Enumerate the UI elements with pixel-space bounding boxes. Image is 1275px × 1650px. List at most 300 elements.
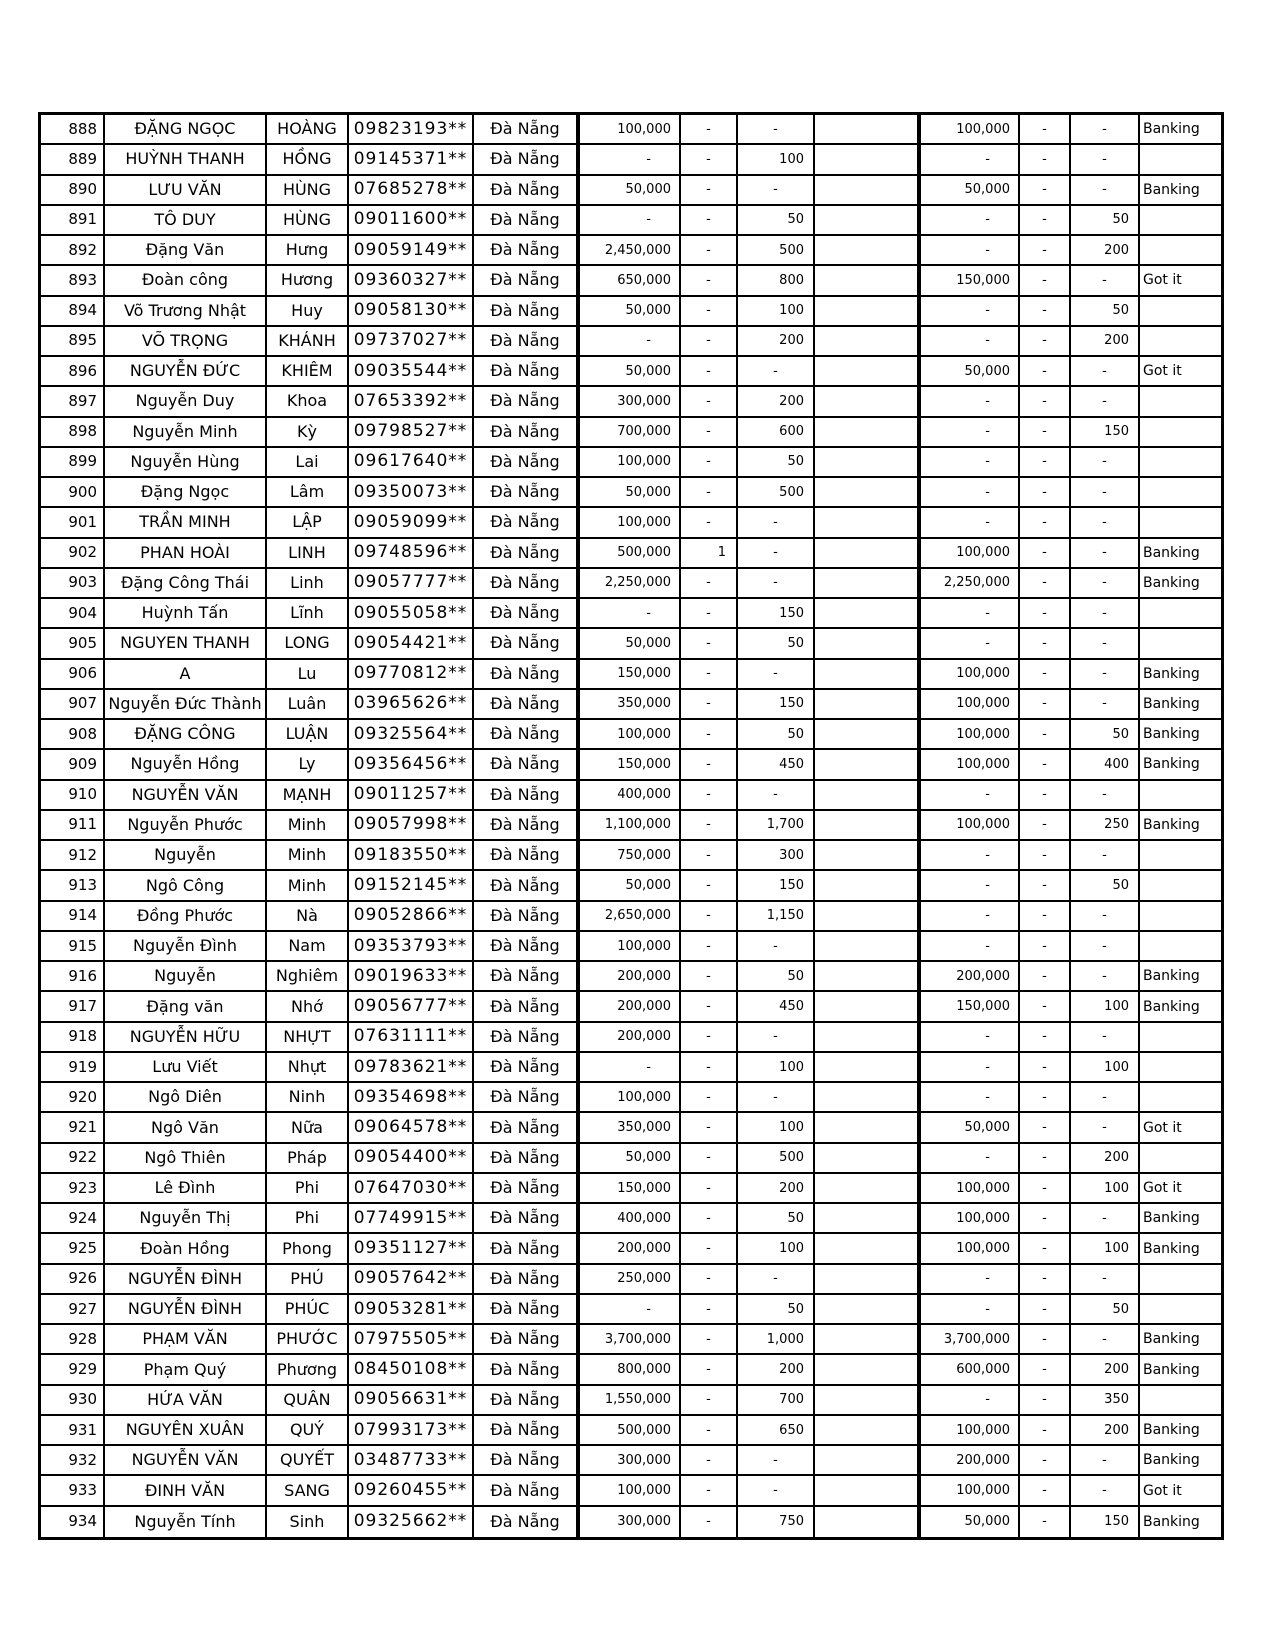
cell-city: Đà Nẵng <box>474 1204 578 1234</box>
cell-flag-2: - <box>1020 690 1071 720</box>
cell-first-name: NGUYỄN ĐÌNH <box>105 1265 267 1295</box>
cell-phone: 09748596** <box>349 539 474 569</box>
cell-amount-1: 1,100,000 <box>578 811 681 841</box>
cell-first-name: TRẦN MINH <box>105 508 267 538</box>
cell-first-name: Ngô Văn <box>105 1113 267 1143</box>
cell-points-1: 200 <box>738 1355 815 1385</box>
cell-amount-1: 2,450,000 <box>578 236 681 266</box>
cell-first-name: Phạm Quý <box>105 1355 267 1385</box>
cell-last-name: Phi <box>267 1174 349 1204</box>
cell-row-number: 922 <box>41 1144 105 1174</box>
cell-points-1: 50 <box>738 1204 815 1234</box>
cell-amount-1: - <box>578 206 681 236</box>
cell-amount-1: 400,000 <box>578 781 681 811</box>
cell-points-2: - <box>1071 145 1140 175</box>
cell-amount-2: 200,000 <box>919 962 1020 992</box>
cell-amount-1: - <box>578 599 681 629</box>
cell-amount-1: 2,650,000 <box>578 902 681 932</box>
cell-phone: 07631111** <box>349 1023 474 1053</box>
cell-points-2: - <box>1071 569 1140 599</box>
cell-first-name: PHAN HOÀI <box>105 539 267 569</box>
cell-amount-2: - <box>919 841 1020 871</box>
cell-row-number: 910 <box>41 781 105 811</box>
cell-flag-1: - <box>681 992 738 1022</box>
cell-city: Đà Nẵng <box>474 206 578 236</box>
cell-spacer <box>815 992 919 1022</box>
cell-spacer <box>815 1295 919 1325</box>
cell-points-1: - <box>738 539 815 569</box>
cell-first-name: NGUYỄN HỮU <box>105 1023 267 1053</box>
cell-flag-1: - <box>681 1355 738 1385</box>
cell-points-2: - <box>1071 1113 1140 1143</box>
cell-flag-2: - <box>1020 811 1071 841</box>
cell-phone: 09183550** <box>349 841 474 871</box>
cell-points-2: - <box>1071 1204 1140 1234</box>
cell-amount-1: - <box>578 327 681 357</box>
cell-amount-1: 50,000 <box>578 478 681 508</box>
cell-phone: 09052866** <box>349 902 474 932</box>
cell-amount-2: - <box>919 599 1020 629</box>
cell-points-1: - <box>738 1476 815 1506</box>
cell-row-number: 901 <box>41 508 105 538</box>
cell-first-name: Đồng Phước <box>105 902 267 932</box>
cell-city: Đà Nẵng <box>474 1507 578 1537</box>
cell-amount-2: 100,000 <box>919 115 1020 145</box>
cell-flag-2: - <box>1020 236 1071 266</box>
cell-amount-2: 100,000 <box>919 750 1020 780</box>
cell-spacer <box>815 1083 919 1113</box>
cell-last-name: LUẬN <box>267 720 349 750</box>
cell-phone: 07975505** <box>349 1325 474 1355</box>
cell-status: Banking <box>1140 690 1221 720</box>
cell-phone: 09019633** <box>349 962 474 992</box>
cell-points-2: - <box>1071 1265 1140 1295</box>
cell-first-name: Đoàn Hồng <box>105 1234 267 1264</box>
cell-row-number: 916 <box>41 962 105 992</box>
cell-flag-1: - <box>681 266 738 296</box>
cell-amount-2: 200,000 <box>919 1446 1020 1476</box>
cell-row-number: 912 <box>41 841 105 871</box>
cell-flag-2: - <box>1020 932 1071 962</box>
cell-amount-2: - <box>919 145 1020 175</box>
cell-city: Đà Nẵng <box>474 266 578 296</box>
cell-first-name: NGUYÊN XUÂN <box>105 1416 267 1446</box>
cell-amount-2: 100,000 <box>919 1476 1020 1506</box>
cell-first-name: Nguyễn <box>105 841 267 871</box>
cell-points-1: 450 <box>738 992 815 1022</box>
cell-status: Got it <box>1140 1174 1221 1204</box>
cell-row-number: 898 <box>41 418 105 448</box>
cell-amount-2: 100,000 <box>919 1234 1020 1264</box>
cell-status <box>1140 327 1221 357</box>
cell-city: Đà Nẵng <box>474 781 578 811</box>
cell-flag-1: - <box>681 1023 738 1053</box>
cell-points-1: 150 <box>738 871 815 901</box>
cell-amount-1: 150,000 <box>578 660 681 690</box>
cell-last-name: MẠNH <box>267 781 349 811</box>
cell-flag-1: - <box>681 508 738 538</box>
cell-points-2: 50 <box>1071 720 1140 750</box>
cell-spacer <box>815 387 919 417</box>
cell-points-1: - <box>738 357 815 387</box>
cell-spacer <box>815 1265 919 1295</box>
cell-amount-2: - <box>919 1144 1020 1174</box>
cell-amount-1: 750,000 <box>578 841 681 871</box>
cell-spacer <box>815 1053 919 1083</box>
cell-points-2: - <box>1071 508 1140 538</box>
cell-spacer <box>815 1476 919 1506</box>
cell-points-1: 500 <box>738 1144 815 1174</box>
cell-first-name: Đặng văn <box>105 992 267 1022</box>
cell-points-2: - <box>1071 932 1140 962</box>
cell-phone: 07653392** <box>349 387 474 417</box>
cell-flag-2: - <box>1020 750 1071 780</box>
cell-city: Đà Nẵng <box>474 1083 578 1113</box>
cell-points-1: 1,000 <box>738 1325 815 1355</box>
cell-spacer <box>815 690 919 720</box>
cell-status <box>1140 1023 1221 1053</box>
cell-row-number: 902 <box>41 539 105 569</box>
cell-amount-1: 3,700,000 <box>578 1325 681 1355</box>
cell-amount-1: 100,000 <box>578 508 681 538</box>
cell-first-name: Nguyễn Hồng <box>105 750 267 780</box>
cell-flag-2: - <box>1020 1053 1071 1083</box>
cell-spacer <box>815 1355 919 1385</box>
cell-last-name: Phương <box>267 1355 349 1385</box>
cell-row-number: 911 <box>41 811 105 841</box>
cell-spacer <box>815 448 919 478</box>
cell-flag-2: - <box>1020 1416 1071 1446</box>
cell-amount-2: 100,000 <box>919 660 1020 690</box>
cell-last-name: Nà <box>267 902 349 932</box>
cell-flag-2: - <box>1020 1234 1071 1264</box>
cell-status: Banking <box>1140 1325 1221 1355</box>
cell-phone: 09325662** <box>349 1507 474 1537</box>
cell-flag-1: - <box>681 1507 738 1537</box>
cell-spacer <box>815 811 919 841</box>
cell-flag-1: - <box>681 1113 738 1143</box>
cell-points-2: - <box>1071 690 1140 720</box>
roster-table <box>38 112 1224 1540</box>
cell-first-name: Nguyễn Minh <box>105 418 267 448</box>
cell-points-2: 50 <box>1071 297 1140 327</box>
cell-points-2: - <box>1071 629 1140 659</box>
cell-flag-2: - <box>1020 327 1071 357</box>
cell-points-2: 200 <box>1071 236 1140 266</box>
cell-spacer <box>815 539 919 569</box>
cell-amount-1: 300,000 <box>578 1446 681 1476</box>
cell-phone: 03487733** <box>349 1446 474 1476</box>
cell-amount-1: 800,000 <box>578 1355 681 1385</box>
cell-status: Banking <box>1140 569 1221 599</box>
cell-points-2: - <box>1071 902 1140 932</box>
cell-flag-1: - <box>681 660 738 690</box>
cell-flag-2: - <box>1020 1174 1071 1204</box>
cell-points-1: 650 <box>738 1416 815 1446</box>
cell-phone: 09053281** <box>349 1295 474 1325</box>
cell-last-name: QUÂN <box>267 1386 349 1416</box>
cell-row-number: 920 <box>41 1083 105 1113</box>
cell-flag-1: - <box>681 478 738 508</box>
cell-amount-1: 500,000 <box>578 1416 681 1446</box>
cell-status: Banking <box>1140 811 1221 841</box>
cell-row-number: 930 <box>41 1386 105 1416</box>
cell-points-1: 100 <box>738 1053 815 1083</box>
cell-row-number: 900 <box>41 478 105 508</box>
cell-last-name: Phi <box>267 1204 349 1234</box>
cell-flag-1: - <box>681 841 738 871</box>
cell-points-1: 200 <box>738 387 815 417</box>
cell-points-2: 100 <box>1071 1174 1140 1204</box>
cell-status: Banking <box>1140 1234 1221 1264</box>
cell-flag-2: - <box>1020 539 1071 569</box>
cell-status <box>1140 206 1221 236</box>
cell-city: Đà Nẵng <box>474 1386 578 1416</box>
cell-city: Đà Nẵng <box>474 599 578 629</box>
cell-status <box>1140 1386 1221 1416</box>
cell-city: Đà Nẵng <box>474 1023 578 1053</box>
cell-flag-1: - <box>681 145 738 175</box>
cell-amount-2: 100,000 <box>919 1174 1020 1204</box>
cell-first-name: VÕ TRỌNG <box>105 327 267 357</box>
cell-amount-2: - <box>919 1053 1020 1083</box>
cell-flag-1: - <box>681 720 738 750</box>
cell-phone: 09057777** <box>349 569 474 599</box>
cell-flag-2: - <box>1020 1325 1071 1355</box>
cell-last-name: Lu <box>267 660 349 690</box>
cell-last-name: Minh <box>267 841 349 871</box>
cell-spacer <box>815 236 919 266</box>
cell-city: Đà Nẵng <box>474 297 578 327</box>
cell-points-2: 200 <box>1071 1416 1140 1446</box>
cell-last-name: QUYẾT <box>267 1446 349 1476</box>
cell-spacer <box>815 1204 919 1234</box>
cell-amount-2: 50,000 <box>919 176 1020 206</box>
cell-amount-2: - <box>919 418 1020 448</box>
cell-phone: 03965626** <box>349 690 474 720</box>
cell-amount-2: - <box>919 478 1020 508</box>
cell-first-name: Võ Trương Nhật <box>105 297 267 327</box>
cell-spacer <box>815 478 919 508</box>
cell-row-number: 917 <box>41 992 105 1022</box>
cell-last-name: PHÚC <box>267 1295 349 1325</box>
cell-city: Đà Nẵng <box>474 145 578 175</box>
cell-first-name: HUỲNH THANH <box>105 145 267 175</box>
cell-amount-2: - <box>919 871 1020 901</box>
cell-row-number: 913 <box>41 871 105 901</box>
cell-amount-1: 500,000 <box>578 539 681 569</box>
cell-row-number: 899 <box>41 448 105 478</box>
cell-flag-1: - <box>681 1416 738 1446</box>
cell-flag-1: - <box>681 690 738 720</box>
cell-flag-1: - <box>681 811 738 841</box>
cell-phone: 09011257** <box>349 781 474 811</box>
cell-flag-2: - <box>1020 357 1071 387</box>
cell-amount-1: 400,000 <box>578 1204 681 1234</box>
cell-flag-2: - <box>1020 962 1071 992</box>
cell-points-1: 700 <box>738 1386 815 1416</box>
cell-status: Banking <box>1140 539 1221 569</box>
cell-flag-1: - <box>681 629 738 659</box>
cell-phone: 09011600** <box>349 206 474 236</box>
cell-first-name: Đặng Công Thái <box>105 569 267 599</box>
cell-status <box>1140 478 1221 508</box>
cell-flag-2: - <box>1020 1386 1071 1416</box>
cell-status: Got it <box>1140 1476 1221 1506</box>
cell-amount-2: - <box>919 387 1020 417</box>
cell-last-name: LONG <box>267 629 349 659</box>
cell-flag-2: - <box>1020 569 1071 599</box>
cell-flag-2: - <box>1020 629 1071 659</box>
cell-flag-1: - <box>681 115 738 145</box>
cell-phone: 07685278** <box>349 176 474 206</box>
cell-row-number: 895 <box>41 327 105 357</box>
cell-amount-2: 150,000 <box>919 992 1020 1022</box>
cell-first-name: Đặng Ngọc <box>105 478 267 508</box>
cell-last-name: LINH <box>267 539 349 569</box>
cell-flag-2: - <box>1020 145 1071 175</box>
cell-first-name: Nguyễn Hùng <box>105 448 267 478</box>
cell-row-number: 905 <box>41 629 105 659</box>
cell-status <box>1140 1083 1221 1113</box>
cell-amount-1: 100,000 <box>578 932 681 962</box>
cell-spacer <box>815 841 919 871</box>
cell-phone: 07647030** <box>349 1174 474 1204</box>
cell-spacer <box>815 115 919 145</box>
cell-first-name: A <box>105 660 267 690</box>
cell-points-1: 150 <box>738 690 815 720</box>
cell-points-2: 350 <box>1071 1386 1140 1416</box>
cell-first-name: ĐẶNG NGỌC <box>105 115 267 145</box>
cell-flag-2: - <box>1020 1476 1071 1506</box>
cell-spacer <box>815 629 919 659</box>
cell-flag-1: - <box>681 962 738 992</box>
cell-amount-2: - <box>919 1265 1020 1295</box>
cell-points-1: - <box>738 1265 815 1295</box>
cell-first-name: Lưu Viết <box>105 1053 267 1083</box>
cell-phone: 09617640** <box>349 448 474 478</box>
cell-row-number: 926 <box>41 1265 105 1295</box>
cell-amount-1: 50,000 <box>578 297 681 327</box>
cell-first-name: NGUYỄN ĐÌNH <box>105 1295 267 1325</box>
cell-status <box>1140 448 1221 478</box>
cell-flag-1: - <box>681 1295 738 1325</box>
cell-status: Banking <box>1140 1446 1221 1476</box>
cell-last-name: QUÝ <box>267 1416 349 1446</box>
cell-points-1: 100 <box>738 297 815 327</box>
cell-points-1: - <box>738 176 815 206</box>
cell-points-1: 300 <box>738 841 815 871</box>
cell-amount-1: 300,000 <box>578 387 681 417</box>
cell-flag-2: - <box>1020 841 1071 871</box>
cell-points-2: 50 <box>1071 206 1140 236</box>
cell-spacer <box>815 145 919 175</box>
cell-first-name: Nguyễn Đình <box>105 932 267 962</box>
cell-amount-1: 300,000 <box>578 1507 681 1537</box>
cell-row-number: 929 <box>41 1355 105 1385</box>
cell-status <box>1140 871 1221 901</box>
cell-first-name: Nguyễn Đức Thành <box>105 690 267 720</box>
cell-last-name: Sinh <box>267 1507 349 1537</box>
cell-city: Đà Nẵng <box>474 1295 578 1325</box>
cell-amount-2: 100,000 <box>919 539 1020 569</box>
cell-flag-2: - <box>1020 1204 1071 1234</box>
cell-spacer <box>815 932 919 962</box>
cell-city: Đà Nẵng <box>474 1174 578 1204</box>
cell-points-2: - <box>1071 599 1140 629</box>
cell-amount-2: - <box>919 236 1020 266</box>
cell-first-name: Nguyễn Duy <box>105 387 267 417</box>
cell-flag-1: - <box>681 1144 738 1174</box>
cell-points-1: - <box>738 932 815 962</box>
cell-flag-1: - <box>681 1234 738 1264</box>
cell-row-number: 931 <box>41 1416 105 1446</box>
cell-flag-2: - <box>1020 297 1071 327</box>
cell-amount-1: 50,000 <box>578 357 681 387</box>
cell-spacer <box>815 327 919 357</box>
cell-points-2: - <box>1071 387 1140 417</box>
cell-amount-1: 350,000 <box>578 690 681 720</box>
cell-amount-2: 100,000 <box>919 811 1020 841</box>
cell-spacer <box>815 781 919 811</box>
cell-spacer <box>815 508 919 538</box>
cell-amount-1: 100,000 <box>578 115 681 145</box>
cell-first-name: ĐẶNG CÔNG <box>105 720 267 750</box>
cell-points-2: - <box>1071 1023 1140 1053</box>
cell-first-name: TÔ DUY <box>105 206 267 236</box>
cell-row-number: 907 <box>41 690 105 720</box>
cell-row-number: 927 <box>41 1295 105 1325</box>
cell-phone: 09770812** <box>349 660 474 690</box>
cell-amount-1: 1,550,000 <box>578 1386 681 1416</box>
cell-city: Đà Nẵng <box>474 569 578 599</box>
cell-phone: 09360327** <box>349 266 474 296</box>
cell-amount-1: 150,000 <box>578 750 681 780</box>
cell-points-1: 50 <box>738 962 815 992</box>
cell-status <box>1140 781 1221 811</box>
cell-city: Đà Nẵng <box>474 750 578 780</box>
cell-points-2: 200 <box>1071 327 1140 357</box>
cell-status: Got it <box>1140 357 1221 387</box>
cell-first-name: Đoàn công <box>105 266 267 296</box>
cell-amount-1: 50,000 <box>578 176 681 206</box>
cell-last-name: Nữa <box>267 1113 349 1143</box>
cell-amount-1: 50,000 <box>578 629 681 659</box>
cell-status <box>1140 629 1221 659</box>
cell-points-2: 250 <box>1071 811 1140 841</box>
cell-last-name: NHỰT <box>267 1023 349 1053</box>
cell-flag-1: - <box>681 418 738 448</box>
cell-city: Đà Nẵng <box>474 841 578 871</box>
cell-first-name: PHẠM VĂN <box>105 1325 267 1355</box>
cell-city: Đà Nẵng <box>474 115 578 145</box>
cell-points-2: - <box>1071 115 1140 145</box>
cell-row-number: 933 <box>41 1476 105 1506</box>
cell-first-name: NGUYỄN VĂN <box>105 1446 267 1476</box>
cell-city: Đà Nẵng <box>474 539 578 569</box>
cell-phone: 09737027** <box>349 327 474 357</box>
cell-spacer <box>815 176 919 206</box>
cell-last-name: Hương <box>267 266 349 296</box>
cell-last-name: HOÀNG <box>267 115 349 145</box>
cell-status: Banking <box>1140 992 1221 1022</box>
cell-amount-2: 50,000 <box>919 1113 1020 1143</box>
cell-points-1: 200 <box>738 1174 815 1204</box>
cell-flag-1: - <box>681 1204 738 1234</box>
cell-row-number: 925 <box>41 1234 105 1264</box>
cell-status <box>1140 1295 1221 1325</box>
cell-spacer <box>815 569 919 599</box>
